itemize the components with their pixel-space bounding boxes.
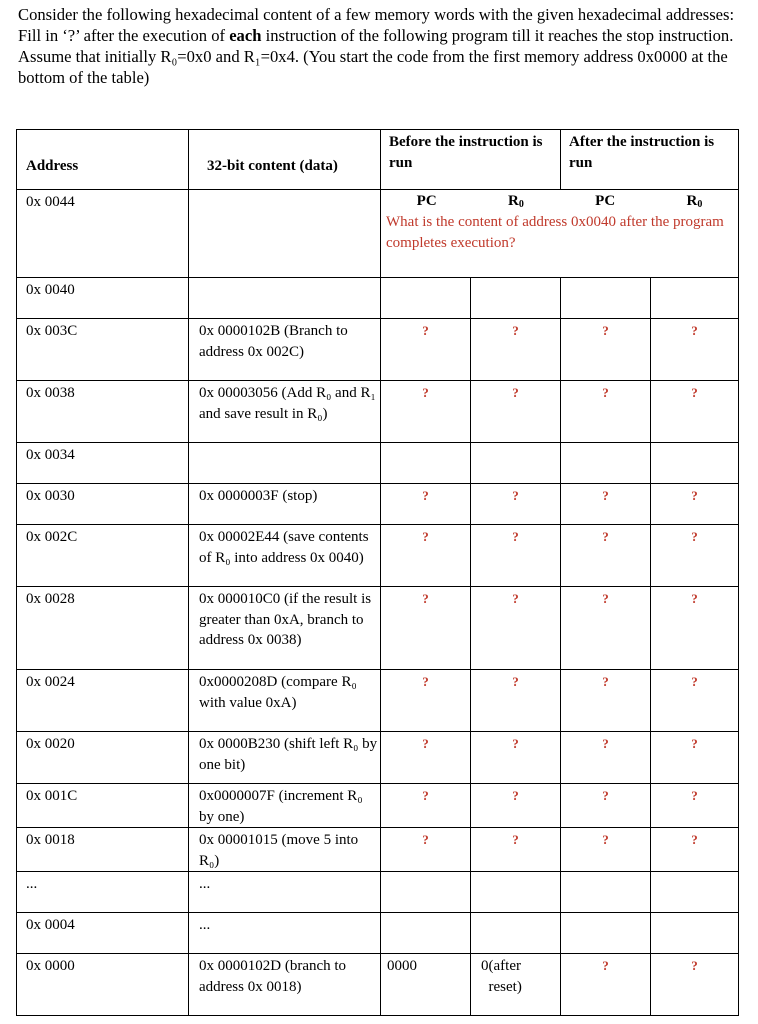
r0-before-cell — [471, 443, 561, 484]
pc-after-label: PC — [595, 193, 616, 209]
address-cell: 0x 003C — [17, 319, 189, 381]
r0-before-cell[interactable]: ? — [471, 732, 561, 784]
address-cell: 0x 0024 — [17, 670, 189, 732]
r0-after-cell[interactable]: ? — [651, 319, 739, 381]
address-cell: 0x 0000 — [17, 954, 189, 1016]
r0-after-cell[interactable]: ? — [651, 484, 739, 525]
pc-before-cell[interactable]: ? — [381, 381, 471, 443]
content-header: 32-bit content (data) — [189, 130, 381, 190]
r0-before-cell — [471, 872, 561, 913]
register-labels — [381, 190, 738, 212]
table-row — [17, 525, 739, 587]
r0-before-cell[interactable]: ? — [471, 484, 561, 525]
content-cell: ... — [189, 913, 381, 954]
r0-before-cell[interactable]: ? — [471, 670, 561, 732]
pc-before-cell[interactable]: ? — [381, 784, 471, 828]
pc-before-cell — [381, 913, 471, 954]
pc-before-cell — [381, 278, 471, 319]
pc-before-cell[interactable]: ? — [381, 525, 471, 587]
address-row-0044 — [17, 190, 739, 278]
pc-after-cell[interactable]: ? — [561, 732, 651, 784]
r0-after-cell[interactable]: ? — [651, 732, 739, 784]
question-intro — [18, 4, 740, 88]
r0-after-cell[interactable]: ? — [651, 784, 739, 828]
address-cell: 0x 0028 — [17, 587, 189, 670]
content-cell: 0x0000208D (compare R₀ with value 0xA) — [189, 670, 381, 732]
address-cell: 0x 001C — [17, 784, 189, 828]
r0-before-label: $R_0$ — [507, 193, 524, 210]
table-row — [17, 828, 739, 872]
table-row — [17, 872, 739, 913]
content-cell: 0x 00002E44 (save contents of R₀ into address 0x 0040) — [189, 525, 381, 587]
table-row — [17, 484, 739, 525]
table-row — [17, 381, 739, 443]
r0-before-cell — [471, 278, 561, 319]
table-row — [17, 670, 739, 732]
r0-before-cell[interactable]: ? — [471, 381, 561, 443]
pc-after-cell — [561, 443, 651, 484]
before-header: Before the instruction is run — [381, 130, 561, 190]
r0-after-label: $R_0$ — [686, 193, 703, 210]
r0-after-cell — [651, 913, 739, 954]
pc-after-cell — [561, 913, 651, 954]
pc-before-cell — [381, 872, 471, 913]
r0-after-cell[interactable]: ? — [651, 828, 739, 872]
address-cell: 0x 002C — [17, 525, 189, 587]
table-row — [17, 587, 739, 670]
content-cell: 0x 0000102B (Branch to address 0x 002C) — [189, 319, 381, 381]
address-cell: 0x 0034 — [17, 443, 189, 484]
r0-after-cell — [651, 443, 739, 484]
pc-before-cell[interactable]: ? — [381, 484, 471, 525]
pc-after-cell[interactable]: ? — [561, 381, 651, 443]
address-cell: 0x 0038 — [17, 381, 189, 443]
content-cell — [189, 190, 381, 278]
pc-before-cell[interactable]: ? — [381, 732, 471, 784]
r0-before-cell[interactable]: ? — [471, 784, 561, 828]
content-cell: 0x 0000B230 (shift left R₀ by one bit) — [189, 732, 381, 784]
r0-before-cell[interactable]: ? — [471, 587, 561, 670]
r0-after-cell[interactable]: ? — [651, 525, 739, 587]
r0-before-cell[interactable]: ? — [471, 525, 561, 587]
table-row — [17, 443, 739, 484]
address-header: Address — [17, 130, 189, 190]
content-cell: 0x 00003056 (Add R₀ and R₁ and save result in R₀) — [189, 381, 381, 443]
table-row — [17, 784, 739, 828]
address-cell: 0x 0020 — [17, 732, 189, 784]
pc-after-cell[interactable]: ? — [561, 954, 651, 1016]
content-cell: ... — [189, 872, 381, 913]
intro-emphasis: each — [229, 26, 262, 45]
pc-before-cell[interactable]: ? — [381, 670, 471, 732]
address-cell: 0x 0004 — [17, 913, 189, 954]
r0-before-cell[interactable]: ? — [471, 828, 561, 872]
content-cell: 0x0000007F (increment R₀ by one) — [189, 784, 381, 828]
pc-before-cell[interactable]: ? — [381, 828, 471, 872]
pc-after-cell — [561, 278, 651, 319]
pc-after-cell[interactable]: ? — [561, 484, 651, 525]
r0-before-cell — [471, 913, 561, 954]
content-cell — [189, 278, 381, 319]
pc-after-cell[interactable]: ? — [561, 828, 651, 872]
pc-after-cell[interactable]: ? — [561, 319, 651, 381]
r0-after-cell[interactable]: ? — [651, 954, 739, 1016]
pc-before-cell[interactable]: ? — [381, 587, 471, 670]
address-cell: 0x 0018 — [17, 828, 189, 872]
memory-table — [16, 129, 739, 1016]
r0-before-cell — [471, 954, 561, 1016]
intro-text: Consider the following hexadecimal content of a few memory words with the given hexadecimal addresses: Fill in ‘?’ after the execution of each instruction of the following program till it reaches the stop instruction. Assume that initially R₀=0x0 and R₁=0x4. (You start the code from the first memory address 0x0000 at the bottom of the table) — [18, 5, 735, 87]
address-cell: ... — [17, 872, 189, 913]
address-cell: 0x 0044 — [17, 190, 189, 278]
pc-after-cell[interactable]: ? — [561, 525, 651, 587]
pc-after-cell[interactable]: ? — [561, 670, 651, 732]
pc-before-label: PC — [416, 193, 437, 209]
pc-after-cell[interactable]: ? — [561, 587, 651, 670]
pc-after-cell[interactable]: ? — [561, 784, 651, 828]
r0-before-value: 0 — [481, 958, 489, 974]
table-row — [17, 732, 739, 784]
r0-after-cell[interactable]: ? — [651, 587, 739, 670]
table-row — [17, 278, 739, 319]
table-row-0000 — [17, 954, 739, 1016]
table-row — [17, 319, 739, 381]
pc-before-cell — [381, 443, 471, 484]
content-cell: 0x 000010C0 (if the result is greater than 0xA, branch to address 0x 0038) — [189, 587, 381, 670]
content-cell: 0x 0000102D (branch to address 0x 0018) — [189, 954, 381, 1016]
content-cell — [189, 443, 381, 484]
address-cell: 0x 0040 — [17, 278, 189, 319]
address-cell: 0x 0030 — [17, 484, 189, 525]
pc-before-cell: 0000 — [381, 954, 471, 1016]
after-header: After the instruction is run — [561, 130, 739, 190]
question-note: What is the content of address 0x0040 after the program completes execution? — [386, 213, 724, 251]
content-cell: 0x 0000003F (stop) — [189, 484, 381, 525]
r0-before-cell[interactable]: ? — [471, 319, 561, 381]
question-cell — [381, 190, 739, 278]
header-row — [17, 130, 739, 190]
r0-after-cell — [651, 278, 739, 319]
pc-before-cell[interactable]: ? — [381, 319, 471, 381]
content-cell: 0x 00001015 (move 5 into R₀) — [189, 828, 381, 872]
pc-after-cell — [561, 872, 651, 913]
r0-after-cell[interactable]: ? — [651, 381, 739, 443]
r0-after-cell[interactable]: ? — [651, 670, 739, 732]
r0-before-note: (after reset) — [488, 958, 522, 995]
r0-after-cell — [651, 872, 739, 913]
table-row — [17, 913, 739, 954]
